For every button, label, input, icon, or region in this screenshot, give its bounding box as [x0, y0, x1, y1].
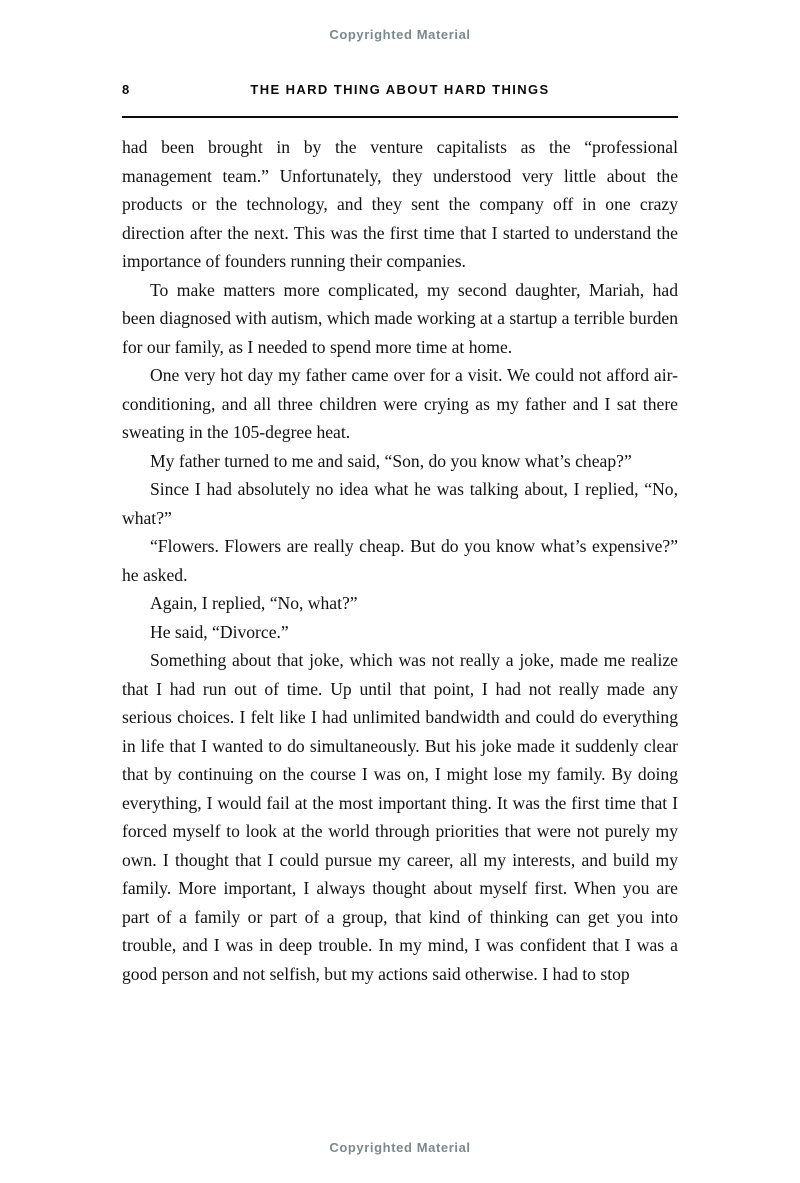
paragraph: Since I had absolutely no idea what he was talking about, I replied, “No, what?” [122, 479, 678, 528]
paragraph: “Flowers. Flowers are really cheap. But do you know what’s expensive?” he asked. [122, 536, 678, 585]
header-rule [122, 116, 678, 118]
running-title: THE HARD THING ABOUT HARD THINGS [250, 82, 550, 97]
copyright-notice-top: Copyrighted Material [329, 27, 471, 42]
paragraph: had been brought in by the venture capitalists as the “professional management team.” Unfortunately, they understood very little about the products or the technology, and they sent the company off in one crazy direction after the next. This was the first time that I started to understand the importance of founders running their companies. [122, 137, 678, 271]
paragraph: Something about that joke, which was not really a joke, made me realize that I had run out of time. Up until that point, I had not really made any serious choices. I felt like I had unlimited bandwidth and could do everything in life that I wanted to do simultaneously. But his joke made it suddenly clear that by continuing on the course I was on, I might lose my family. By doing everything, I would fail at the most important thing. It was the first time that I forced myself to look at the world through priorities that were not purely my own. I thought that I could pursue my career, all my interests, and build my family. More important, I always thought about myself first. When you are part of a family or part of a group, that kind of thinking can get you into trouble, and I was in deep trouble. In my mind, I was confident that I was a good person and not selfish, but my actions said otherwise. I had to stop [122, 650, 678, 984]
running-header [122, 82, 678, 102]
paragraph: Again, I replied, “No, what?” [150, 593, 358, 613]
paragraph: One very hot day my father came over for a visit. We could not afford air-conditioning, and all three children were crying as my father and I sat there sweating in the 105-degree heat. [122, 365, 678, 442]
paragraph: My father turned to me and said, “Son, do you know what’s cheap?” [150, 450, 632, 471]
page-number: 8 [122, 82, 130, 97]
paragraph: He said, “Divorce.” [150, 621, 289, 642]
paragraph: To make matters more complicated, my second daughter, Mariah, had been diagnosed with autism, which made working at a startup a terrible burden for our family, as I needed to spend more time at home. [122, 279, 678, 357]
copyright-notice-bottom: Copyrighted Material [329, 1140, 471, 1155]
body-text [122, 133, 678, 988]
